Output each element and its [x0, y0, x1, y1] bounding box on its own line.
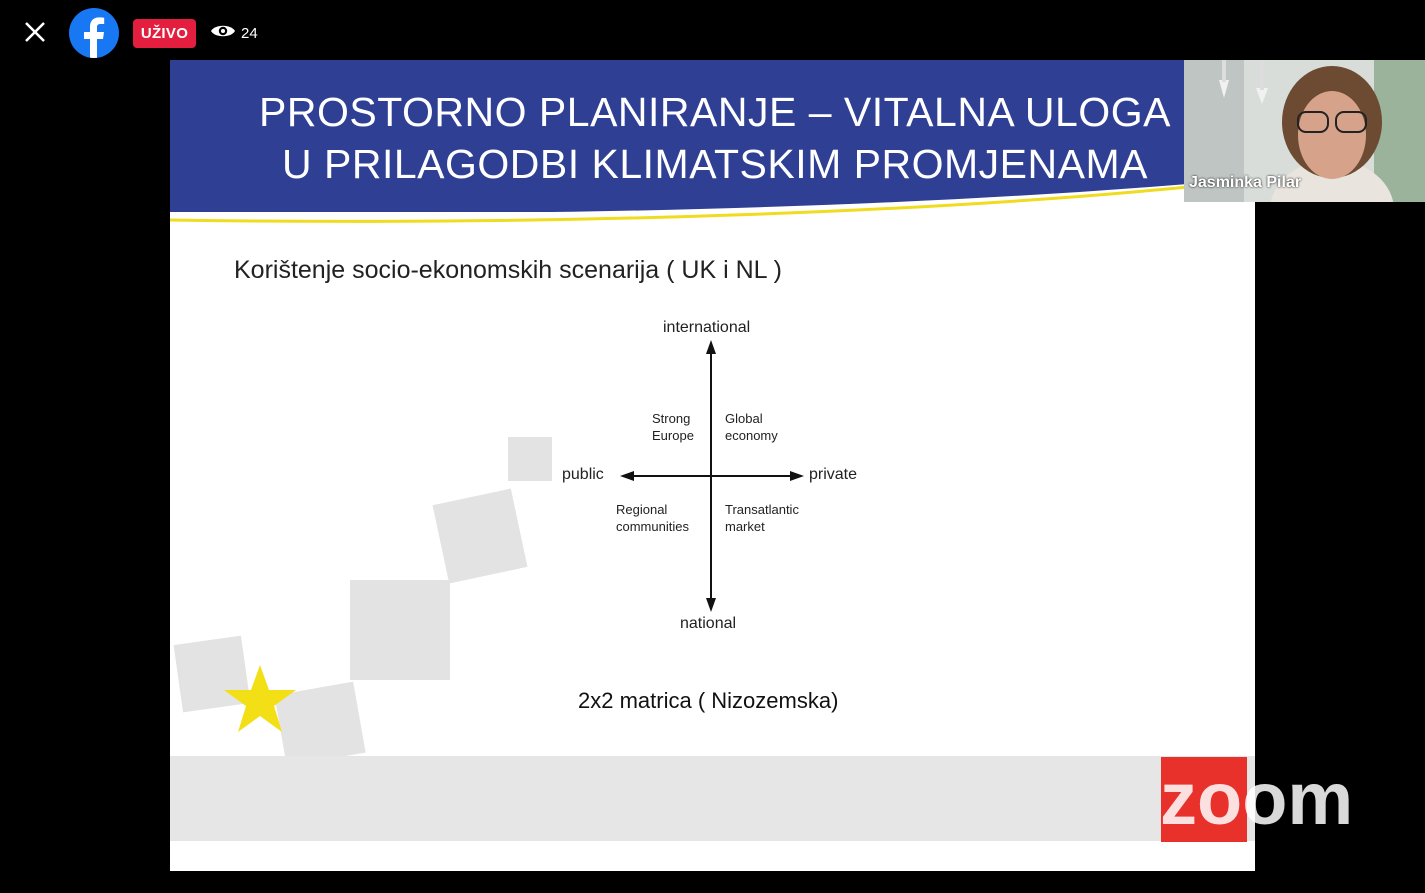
viewer-count: [210, 20, 258, 46]
slide-subtitle: Korištenje socio-ekonomskih scenarija ( UK i NL ): [234, 256, 782, 284]
quadrant-top-left-line-2: Europe: [652, 428, 694, 443]
quadrant-bottom-left-line-1: Regional: [616, 502, 668, 517]
close-icon[interactable]: [20, 17, 50, 47]
slide-caption: 2x2 matrica ( Nizozemska): [578, 688, 839, 713]
quadrant-top-left: [652, 410, 694, 444]
participant-video[interactable]: [1184, 60, 1425, 202]
decor-square: [508, 437, 552, 481]
slide-title-line-2: U PRILAGODBI KLIMATSKIM PROMJENAMA: [282, 141, 1148, 187]
participant-name: Jasminka Pilar: [1189, 174, 1302, 191]
slide-footer-band: [170, 756, 1255, 841]
quadrant-top-right: [725, 410, 778, 444]
svg-text:zoom: zoom: [1160, 757, 1354, 840]
quadrant-bottom-right-line-2: market: [725, 519, 765, 534]
axis-label-right: private: [809, 466, 858, 483]
scenario-axes: [610, 330, 820, 620]
header-swoosh: [170, 170, 1255, 230]
quadrant-top-right-line-1: Global: [725, 411, 763, 426]
decor-square: [350, 580, 450, 680]
axis-label-left: public: [562, 466, 604, 483]
quadrant-bottom-right-line-1: Transatlantic: [725, 502, 799, 517]
axis-label-bottom: national: [680, 615, 737, 632]
decor-square: [433, 489, 528, 584]
zoom-logo-icon: [1160, 757, 1380, 842]
quadrant-top-left-line-1: Strong: [652, 411, 691, 426]
quadrant-bottom-left-line-2: communities: [616, 519, 689, 534]
slide-title-line-1: PROSTORNO PLANIRANJE – VITALNA ULOGA: [259, 89, 1171, 135]
star-icon: [220, 660, 300, 740]
facebook-logo-icon[interactable]: [69, 8, 119, 58]
presentation-slide: [170, 60, 1255, 871]
quadrant-bottom-left: [616, 501, 689, 535]
eye-icon: [210, 22, 241, 44]
quadrant-top-right-line-2: economy: [725, 428, 778, 443]
live-badge: UŽIVO: [133, 19, 196, 48]
quadrant-bottom-right: [725, 501, 799, 535]
viewer-count-value: 24: [241, 24, 258, 42]
top-bar: [0, 0, 1425, 62]
axis-label-top: international: [663, 319, 751, 336]
